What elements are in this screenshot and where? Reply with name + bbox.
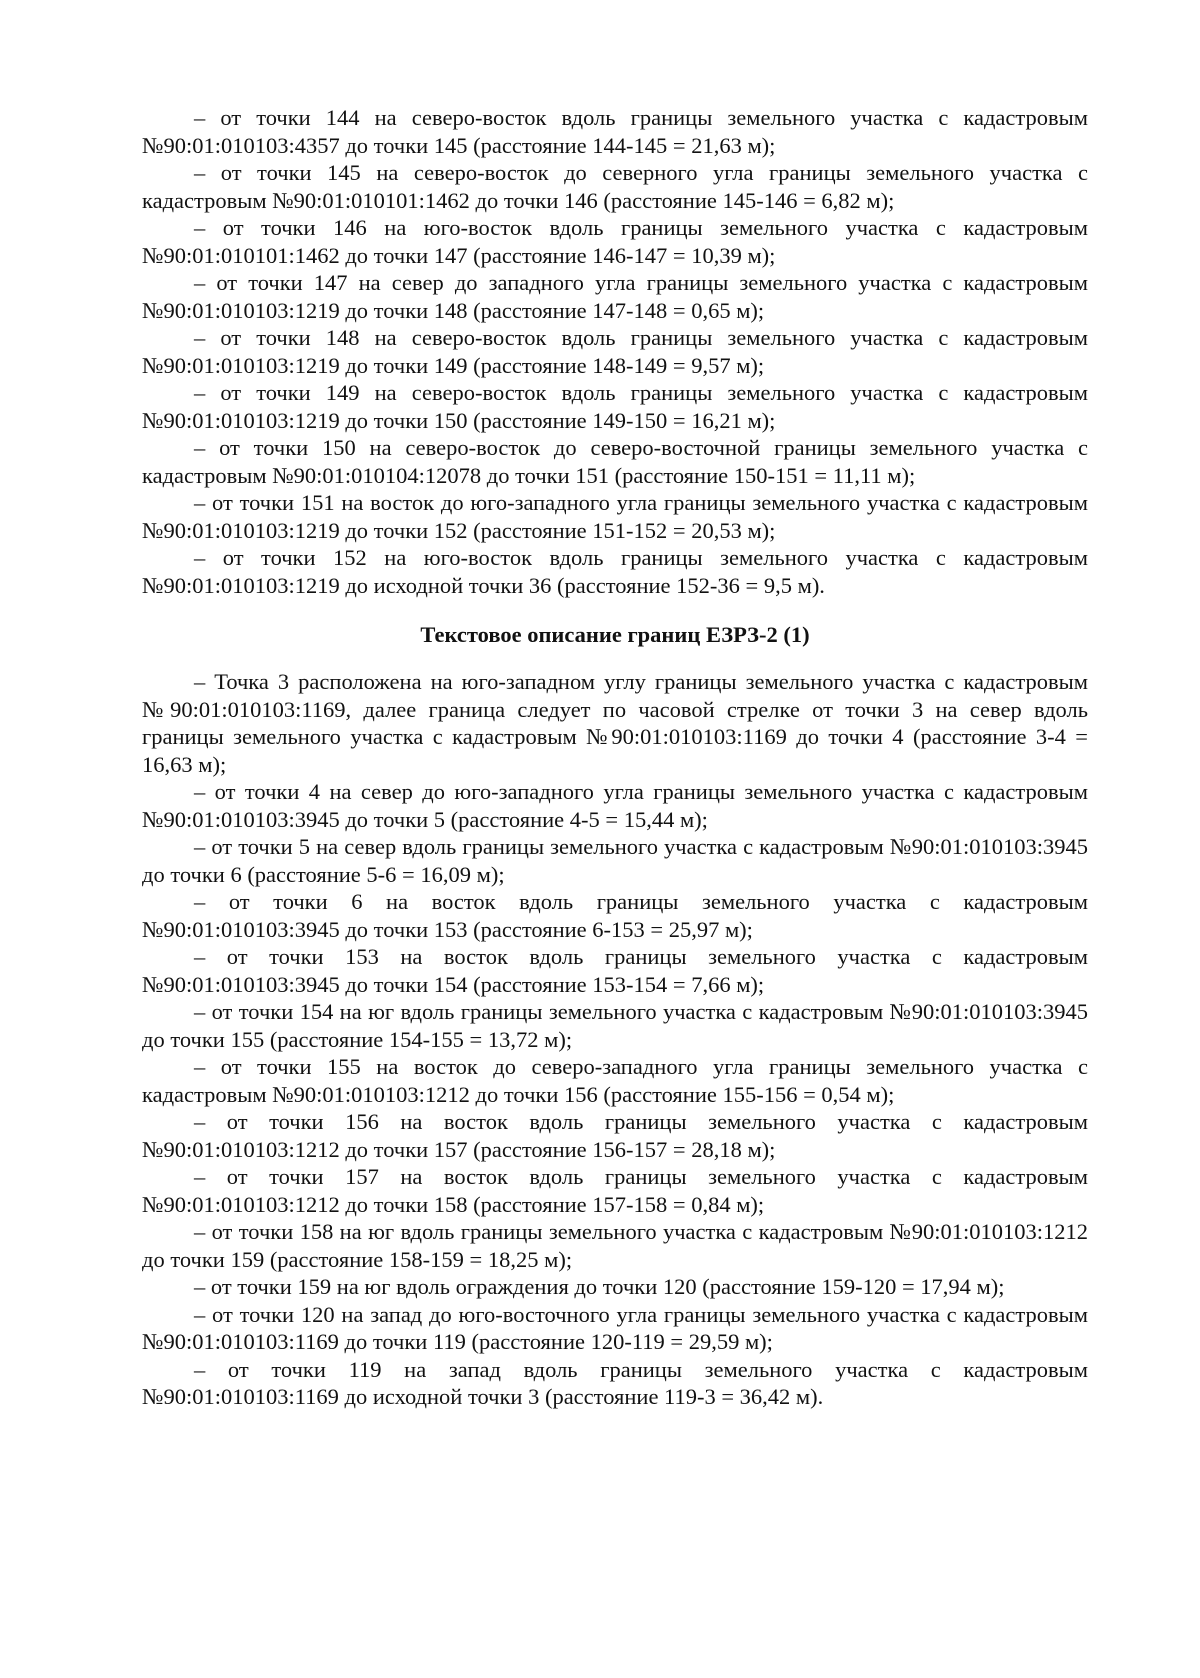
boundary-segment: – от точки 156 на восток вдоль границы земельного участка с кадастровым №90:01:010103:1212 до точки 157 (расстояние 156-157 = 28,18 м); <box>142 1109 1088 1162</box>
boundary-segment: – от точки 144 на северо-восток вдоль границы земельного участка с кадастровым №90:01:010103:4357 до точки 145 (расстояние 144-145 = 21,63 м); <box>142 105 1088 158</box>
boundary-segment: – от точки 5 на север вдоль границы земельного участка с кадастровым №90:01:010103:3945 до точки 6 (расстояние 5-6 = 16,09 м); <box>142 834 1088 887</box>
boundary-segment: – от точки 146 на юго-восток вдоль границы земельного участка с кадастровым №90:01:010101:1462 до точки 147 (расстояние 146-147 = 10,39 м); <box>142 215 1088 268</box>
boundary-segment: – от точки 151 на восток до юго-западного угла границы земельного участка с кадастровым №90:01:010103:1219 до точки 152 (расстояние 151-152 = 20,53 м); <box>142 490 1088 543</box>
boundary-segment: – от точки 154 на юг вдоль границы земельного участка с кадастровым №90:01:010103:3945 до точки 155 (расстояние 154-155 = 13,72 м); <box>142 999 1088 1052</box>
boundary-segment: – от точки 4 на север до юго-западного угла границы земельного участка с кадастровым №90:01:010103:3945 до точки 5 (расстояние 4-5 = 15,44 м); <box>142 779 1088 832</box>
boundary-segment: – от точки 120 на запад до юго-восточного угла границы земельного участка с кадастровым №90:01:010103:1169 до точки 119 (расстояние 120-119 = 29,59 м); <box>142 1301 1088 1354</box>
boundary-segment: – от точки 153 на восток вдоль границы земельного участка с кадастровым №90:01:010103:3945 до точки 154 (расстояние 153-154 = 7,66 м); <box>142 944 1088 997</box>
boundary-segment: – от точки 119 на запад вдоль границы земельного участка с кадастровым №90:01:010103:1169 до исходной точки 3 (расстояние 119-3 = 36,42 м). <box>142 1356 1088 1409</box>
boundary-segment: – от точки 159 на юг вдоль ограждения до точки 120 (расстояние 159-120 = 17,94 м); <box>194 1274 1005 1299</box>
boundary-segment: – от точки 6 на восток вдоль границы земельного участка с кадастровым №90:01:010103:3945 до точки 153 (расстояние 6-153 = 25,97 м); <box>142 889 1088 942</box>
boundary-segment: – от точки 157 на восток вдоль границы земельного участка с кадастровым №90:01:010103:1212 до точки 158 (расстояние 157-158 = 0,84 м); <box>142 1164 1088 1217</box>
boundary-segment: – от точки 158 на юг вдоль границы земельного участка с кадастровым №90:01:010103:1212 до точки 159 (расстояние 158-159 = 18,25 м); <box>142 1219 1088 1272</box>
boundary-segment: – от точки 152 на юго-восток вдоль границы земельного участка с кадастровым №90:01:010103:1219 до исходной точки 36 (расстояние 152-36 = 9,5 м). <box>142 545 1088 598</box>
boundary-list-ezrz-2 <box>142 668 1088 1411</box>
boundary-segment: – от точки 155 на восток до северо-западного угла границы земельного участка с кадастровым №90:01:010103:1212 до точки 156 (расстояние 155-156 = 0,54 м); <box>142 1054 1088 1107</box>
boundary-segment: – от точки 149 на северо-восток вдоль границы земельного участка с кадастровым №90:01:010103:1219 до точки 150 (расстояние 149-150 = 16,21 м); <box>142 380 1088 433</box>
boundary-segment: – от точки 148 на северо-восток вдоль границы земельного участка с кадастровым №90:01:010103:1219 до точки 149 (расстояние 148-149 = 9,57 м); <box>142 325 1088 378</box>
boundary-segment: – Точка 3 расположена на юго-западном углу границы земельного участка с кадастровым №90:01:010103:1169, далее граница следует по часовой стрелке от точки 3 на север вдоль границы земельного участка с кадастровым №90:01:010103:1169 до точки 4 (расстояние 3-4 = 16,63 м); <box>142 669 1088 777</box>
boundary-segment: – от точки 147 на север до западного угла границы земельного участка с кадастровым №90:01:010103:1219 до точки 148 (расстояние 147-148 = 0,65 м); <box>142 270 1088 323</box>
boundary-segment: – от точки 150 на северо-восток до северо-восточной границы земельного участка с кадастровым №90:01:010104:12078 до точки 151 (расстояние 150-151 = 11,11 м); <box>142 435 1088 488</box>
section-heading: Текстовое описание границ ЕЗРЗ-2 (1) <box>420 622 810 647</box>
boundary-segment: – от точки 145 на северо-восток до северного угла границы земельного участка с кадастровым №90:01:010101:1462 до точки 146 (расстояние 145-146 = 6,82 м); <box>142 160 1088 213</box>
document-page <box>142 104 1088 1411</box>
boundary-list-previous <box>142 104 1088 599</box>
